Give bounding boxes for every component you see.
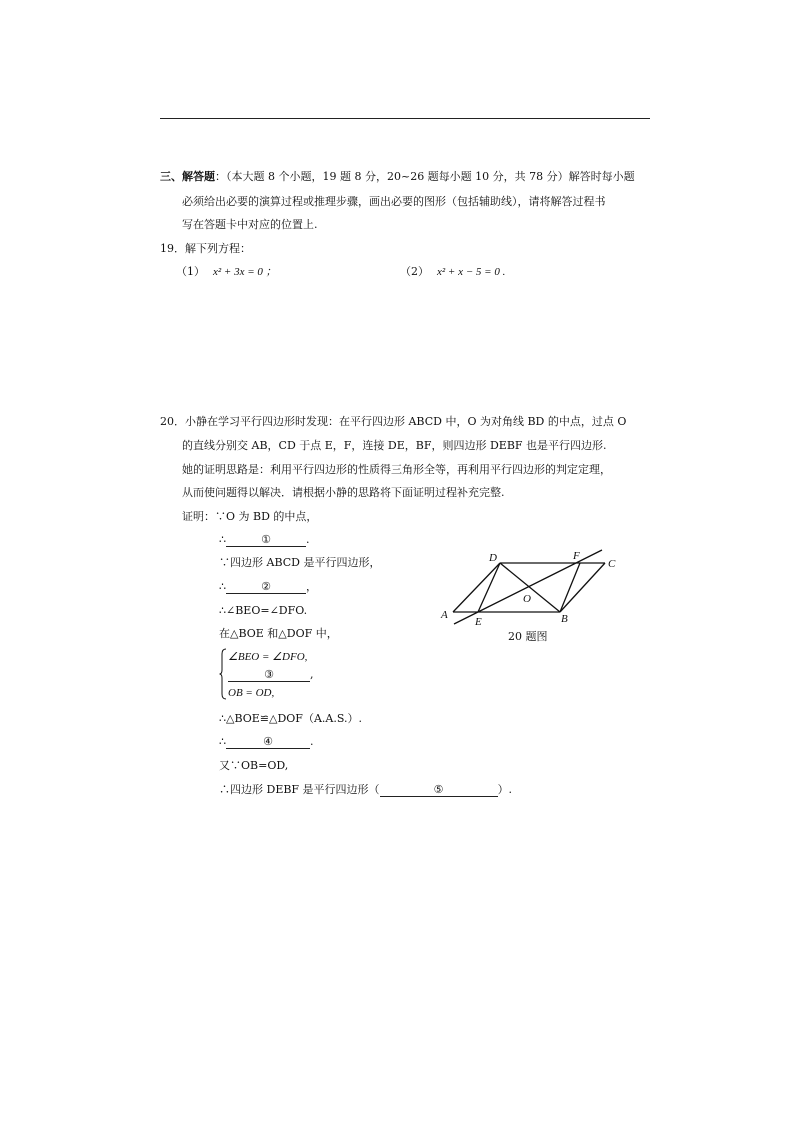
proof-step-6: ∴△BOE≌△DOF（A.A.S.）. <box>219 712 362 725</box>
proof-step-3-suffix: ， <box>306 580 317 593</box>
proof-step-9-prefix: ∴四边形 DEBF 是平行四边形（ <box>219 783 380 796</box>
label-E: E <box>475 616 482 628</box>
proof-step-9 <box>219 783 512 797</box>
label-O: O <box>523 593 531 605</box>
q20-line2: 的直线分别交 AB，CD 于点 E，F，连接 DE，BF，则四边形 DEBF 也是平行四边形. <box>182 439 607 452</box>
q19-title: 19．解下列方程： <box>160 242 251 255</box>
label-F: F <box>573 550 580 562</box>
q19-part2 <box>400 265 505 279</box>
answer-blank-1[interactable]: ① <box>226 534 306 547</box>
answer-blank-4[interactable]: ④ <box>226 736 310 749</box>
q19-part2-equation: x² + x − 5 = 0 . <box>437 266 506 278</box>
proof-step-8: 又∵OB=OD, <box>219 759 289 772</box>
q20-line4: 从而使问题得以解决．请根据小静的思路将下面证明过程补充完整. <box>182 486 505 499</box>
proof-step-7 <box>219 735 314 749</box>
proof-step-7-prefix: ∴ <box>219 735 226 748</box>
proof-step-1 <box>219 533 310 547</box>
section3-intro: ：（本大题 8 个小题，19 题 8 分，20~26 题每小题 10 分，共 78 分）解答时每小题 <box>215 170 635 183</box>
label-D: D <box>489 552 497 564</box>
condition-3: OB = OD, <box>228 687 275 699</box>
q19-part1-equation: x² + 3x = 0 ； <box>213 266 277 278</box>
q20-line1: 20．小静在学习平行四边形时发现：在平行四边形 ABCD 中，O 为对角线 BD 的中点，过点 O <box>160 415 627 428</box>
answer-blank-3[interactable]: ③ <box>228 669 310 682</box>
q19-part1-label: （1） <box>176 265 205 278</box>
answer-blank-5[interactable]: ⑤ <box>380 784 498 797</box>
proof-step-5: 在△BOE 和△DOF 中， <box>219 627 338 640</box>
segment-BF <box>560 563 580 612</box>
top-rule <box>160 118 650 119</box>
section3-heading: 三、解答题 <box>160 170 215 183</box>
proof-step-3-prefix: ∴ <box>219 580 226 593</box>
side-CB <box>560 563 605 612</box>
proof-step-1-prefix: ∴ <box>219 533 226 546</box>
q19-part2-label: （2） <box>400 265 429 278</box>
proof-step-0: 证明：∵O 为 BD 的中点， <box>182 510 318 523</box>
section3-line2: 必须给出必要的演算过程或推理步骤，画出必要的图形（包括辅助线），请将解答过程书 <box>182 195 606 208</box>
condition-2-suffix: , <box>310 668 314 681</box>
q20-line3: 她的证明思路是：利用平行四边形的性质得三角形全等，再利用平行四边形的判定定理， <box>182 463 611 476</box>
condition-2 <box>228 668 314 682</box>
proof-step-7-suffix: . <box>310 735 314 748</box>
section3-line1 <box>160 170 635 184</box>
label-B: B <box>561 613 568 625</box>
proof-step-1-suffix: . <box>306 533 310 546</box>
label-C: C <box>608 558 616 570</box>
proof-step-2: ∵四边形 ABCD 是平行四边形， <box>219 556 381 569</box>
segment-DE <box>478 563 500 612</box>
answer-blank-2[interactable]: ② <box>226 581 306 594</box>
figure-caption: 20 题图 <box>508 630 548 643</box>
section3-line3: 写在答题卡中对应的位置上. <box>182 218 318 231</box>
proof-step-3 <box>219 580 317 594</box>
condition-1: ∠BEO = ∠DFO, <box>228 651 308 663</box>
q19-part1 <box>176 265 277 279</box>
system-brace <box>219 648 227 700</box>
label-A: A <box>441 609 448 621</box>
proof-step-9-suffix: ）. <box>497 783 513 796</box>
proof-step-4: ∴∠BEO=∠DFO. <box>219 604 308 617</box>
